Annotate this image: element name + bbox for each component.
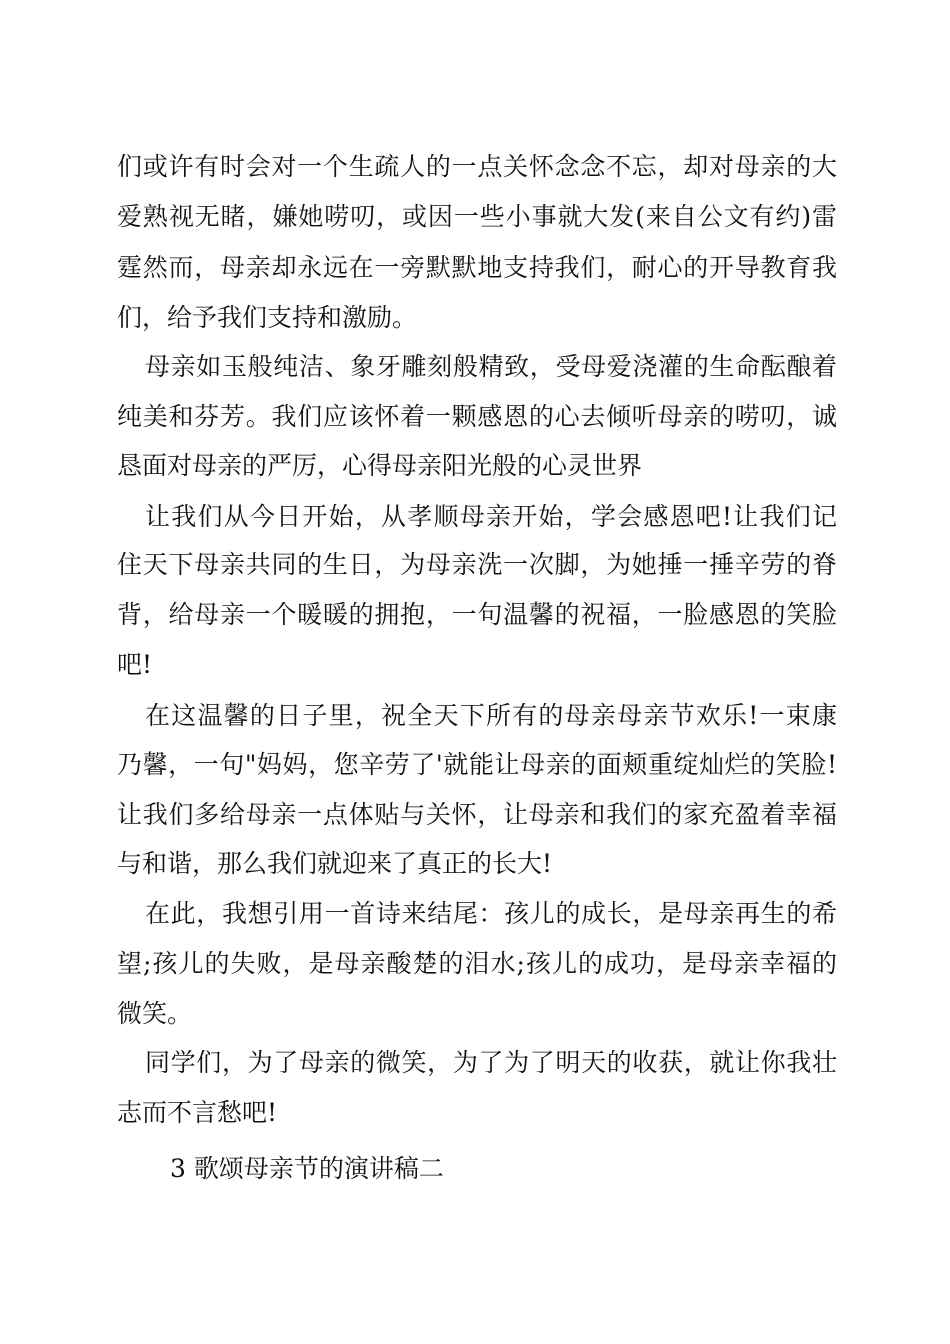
paragraph-3-line-4: 吧!	[117, 650, 153, 679]
paragraph-3-line-3: 背，给母亲一个暖暖的拥抱，一句温馨的祝福，一脸感恩的笑脸	[117, 600, 837, 629]
paragraph-5-line-2: 望;孩儿的失败，是母亲酸楚的泪水;孩儿的成功，是母亲幸福的	[117, 949, 837, 978]
paragraph-4-line-1: 在这温馨的日子里，祝全天下所有的母亲母亲节欢乐!一束康	[145, 701, 837, 730]
paragraph-4-line-3: 让我们多给母亲一点体贴与关怀，让母亲和我们的家充盈着幸福	[117, 800, 837, 829]
paragraph-2-line-1: 母亲如玉般纯洁、象牙雕刻般精致，受母爱浇灌的生命酝酿着	[145, 352, 837, 381]
paragraph-2-line-3: 恳面对母亲的严厉，心得母亲阳光般的心灵世界	[117, 451, 643, 480]
paragraph-1-line-2: 爱熟视无睹，嫌她唠叨，或因一些小事就大发(来自公文有约)雷	[117, 202, 837, 231]
paragraph-1-line-1: 们或许有时会对一个生疏人的一点关怀念念不忘，却对母亲的大	[117, 152, 837, 181]
paragraph-2-line-2: 纯美和芬芳。我们应该怀着一颗感恩的心去倾听母亲的唠叨，诚	[117, 402, 837, 431]
paragraph-5-line-3: 微笑。	[117, 999, 193, 1028]
paragraph-6-line-1: 同学们，为了母亲的微笑，为了为了明天的收获，就让你我壮	[145, 1048, 837, 1077]
paragraph-6-line-2: 志而不言愁吧!	[117, 1098, 278, 1127]
paragraph-4-line-4: 与和谐，那么我们就迎来了真正的长大!	[117, 849, 553, 878]
paragraph-3-line-2: 住天下母亲共同的生日，为母亲洗一次脚，为她捶一捶辛劳的脊	[117, 550, 837, 579]
paragraph-1-line-4: 们，给予我们支持和激励。	[117, 303, 418, 332]
paragraph-5-line-1: 在此，我想引用一首诗来结尾：孩儿的成长，是母亲再生的希	[145, 899, 837, 928]
paragraph-4-line-2: 乃馨，一句"妈妈，您辛劳了'就能让母亲的面颊重绽灿烂的笑脸!	[117, 750, 837, 779]
paragraph-3-line-1: 让我们从今日开始，从孝顺母亲开始，学会感恩吧!让我们记	[145, 502, 837, 531]
paragraph-1-line-3: 霆然而，母亲却永远在一旁默默地支持我们，耐心的开导教育我	[117, 253, 837, 282]
section-heading: 3 歌颂母亲节的演讲稿二	[170, 1154, 444, 1183]
